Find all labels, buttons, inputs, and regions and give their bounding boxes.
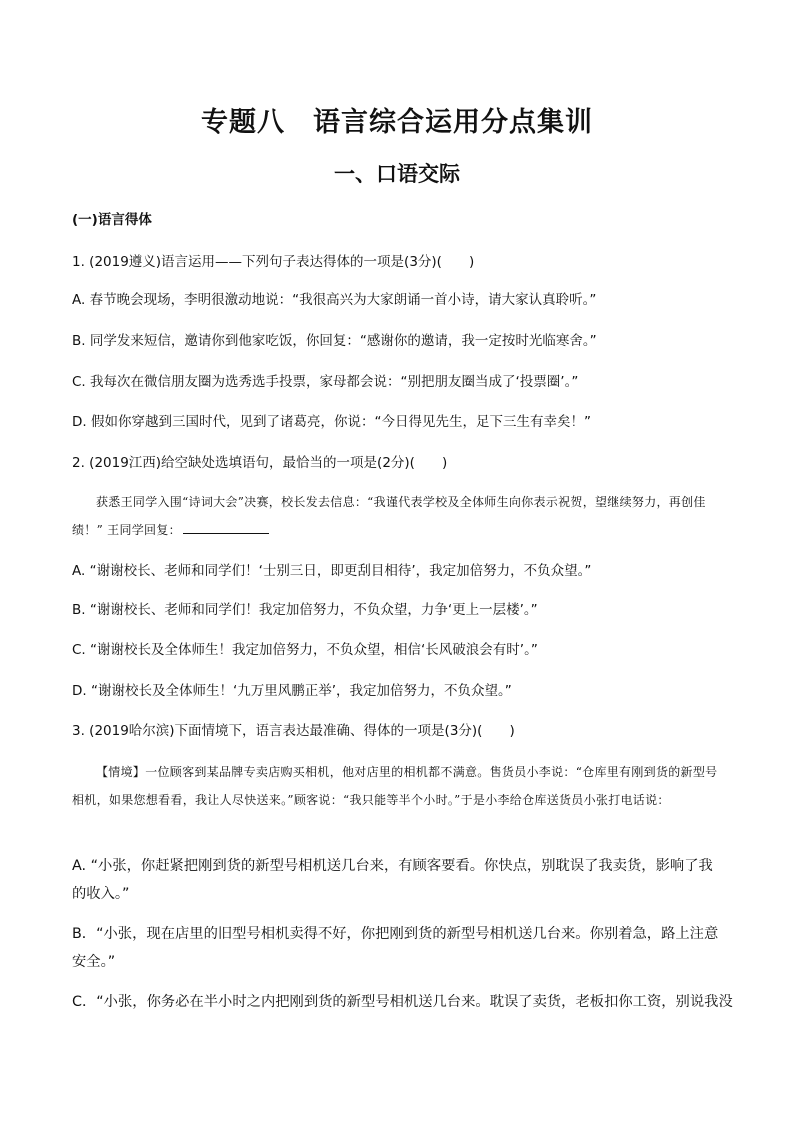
question-3-option-c: C．“小张，你务必在半小时之内把刚到货的新型号相机送几台来。耽误了卖货，老板扣你工资，别说我没 — [72, 994, 733, 1010]
page-title: 专题八 语言综合运用分点集训 — [201, 107, 593, 138]
question-1-option-a: A. 春节晚会现场，李明很激动地说：“我很高兴为大家朗诵一首小诗，请大家认真聆听。” — [72, 292, 597, 308]
question-1-option-d: D. 假如你穿越到三国时代，见到了诸葛亮，你说：“今日得见先生，足下三生有幸矣！” — [72, 414, 591, 430]
question-2-stem: 2. (2019江西)给空缺处选填语句，最恰当的一项是(2分)( ) — [72, 455, 448, 471]
question-1-option-b: B. 同学发来短信，邀请你到他家吃饭，你回复：“感谢你的邀请，我一定按时光临寒舍。” — [72, 333, 597, 349]
answer-blank — [183, 519, 269, 534]
question-2-option-b: B. “谢谢校长、老师和同学们！我定加倍努力，不负众望，力争‘更上一层楼’。” — [72, 602, 538, 618]
question-1-stem: 1. (2019遵义)语言运用——下列句子表达得体的一项是(3分)( ) — [72, 254, 475, 270]
section-heading: 一、口语交际 — [334, 162, 460, 186]
question-3-option-a: A. “小张，你赶紧把刚到货的新型号相机送几台来，有顾客要看。你快点，别耽误了我卖货，影响了我的收入。” — [72, 858, 713, 902]
question-2-option-a: A. “谢谢校长、老师和同学们！‘士别三日，即更刮目相待’，我定加倍努力，不负众望。” — [72, 563, 592, 579]
subsection-heading: (一)语言得体 — [72, 212, 152, 228]
question-3-scenario: 【情境】一位顾客到某品牌专卖店购买相机，他对店里的相机都不满意。售货员小李说：“仓库里有刚到货的新型号相机，如果您想看看，我让人尽快送来。”顾客说：“我只能等半个小时。”于是小李给仓库送货员小张打电话说： — [72, 765, 718, 807]
question-3-option-b: B．“小张，现在店里的旧型号相机卖得不好，你把刚到货的新型号相机送几台来。你别着急，路上注意安全。” — [72, 926, 719, 970]
question-2-option-c: C. “谢谢校长及全体师生！我定加倍努力，不负众望，相信‘长风破浪会有时’。” — [72, 642, 538, 658]
question-1-option-c: C. 我每次在微信朋友圈为选秀选手投票，家母都会说：“别把朋友圈当成了‘投票圈’。” — [72, 374, 579, 390]
question-3-stem: 3. (2019哈尔滨)下面情境下，语言表达最准确、得体的一项是(3分)( ) — [72, 723, 515, 739]
question-2-scenario — [72, 488, 728, 544]
scenario-text: 获悉王同学入围“诗词大会”决赛，校长发去信息：“我谨代表学校及全体师生向你表示祝贺，望继续努力，再创佳绩！” 王同学回复： — [72, 495, 706, 537]
question-2-option-d: D. “谢谢校长及全体师生！‘九万里风鹏正举’，我定加倍努力，不负众望。” — [72, 683, 512, 699]
